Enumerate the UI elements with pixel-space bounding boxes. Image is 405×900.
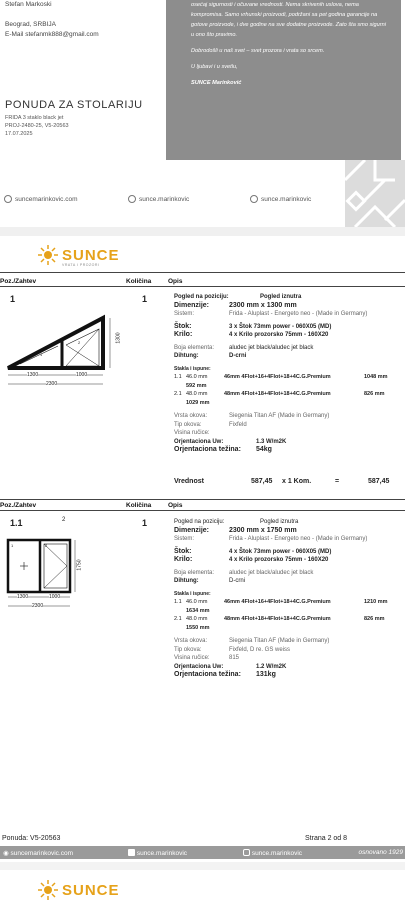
pattern-graphic [345,160,405,227]
glass-row [174,390,402,399]
cover-instagram-text: sunce.marinkovic [261,195,312,203]
spec-value: 4 x Krilo prozorsko 75mm - 160X20 [229,557,329,563]
glass-idx: 2.1 [174,616,182,622]
glass-heading: Stakla i ispune: [174,590,211,597]
glass-row [174,373,402,382]
spec-label: Orjentaciona težina: [174,671,241,678]
spec-label: Visina ručice: [174,430,210,436]
glass-dim2: 1550 mm [186,624,210,631]
spec-value: D-crni [229,578,245,584]
column-pos: Poz./Zahtev [0,278,37,285]
footer-instagram-link[interactable] [243,849,302,857]
spec-value: aludec jet black/aludec jet black [229,569,314,576]
dim-width-2: 1000 [76,372,88,378]
spec-value: 131kg [256,671,276,678]
spec-label: Dihtung: [174,578,199,584]
footer-instagram-text: sunce.marinkovic [251,849,303,857]
glass-spec: 48mm 4Flot+18+4Flot+18+4C.G.Premium [224,391,331,397]
footer-facebook-link[interactable] [128,849,187,857]
spec-value: 2300 mm x 1750 mm [229,526,297,534]
glass-size: 48.0 mm [186,391,208,397]
glass-size: 48.0 mm [186,616,208,622]
spec-label: Boja elementa: [174,569,215,576]
spec-label: Orjentaciona Uw: [174,663,224,670]
dim-width-total: 2300 [32,603,44,609]
footer-page: Strana 2 od 8 [305,835,348,842]
spec-label: Sistem: [174,536,195,542]
position-spec [174,518,402,680]
spec-value: Frida - Aluplast - Energeto neo - (Made in Germany) [229,536,368,542]
document-title: PONUDA ZA STOLARIJU [5,99,143,111]
sash-label: 1 [11,543,14,548]
instagram-icon [243,849,250,856]
glass-dim: 826 mm [364,616,385,622]
spec-value: Fixfeld [229,421,247,428]
position-quantity: 1 [142,518,148,528]
spec-value: 4 x Krilo prozorsko 75mm - 160X20 [229,332,329,338]
window-drawing-triangle [0,308,125,393]
dim-width-1: 1300 [17,594,29,600]
footer-offer: Ponuda: V5-20563 [2,835,61,842]
spec-label: Vrsta okova: [174,413,208,419]
sun-icon [38,245,58,265]
spec-label: Štok: [174,322,192,330]
position-subnumber: 2 [62,517,66,523]
spec-value: Siegenia Titan AF (Made in Germany) [229,413,330,419]
dim-height: 1300 [115,332,122,344]
glass-row-extra [174,399,402,408]
spec-value: 4 x Štok 73mm power - 060X05 (MD) [229,548,332,555]
glass-dim2: 1634 mm [186,607,210,614]
client-block [5,0,165,40]
column-line [0,510,405,511]
intro-welcome: Dobrodošli u naš svet – svet prozora i vrata so srcem. [191,48,325,54]
spec-value: 3 x Štok 73mm power - 060X05 (MD) [229,323,332,330]
dim-height: 1750 [76,559,83,571]
glass-size: 46.0 mm [186,374,208,380]
sun-icon [38,880,58,900]
position-number: 1 [10,294,16,304]
spec-label: Štok: [174,547,192,555]
header-line [0,272,405,273]
cover-web-link[interactable] [4,195,78,203]
footer-since: osnovano 1929 [358,849,403,856]
spec-label: Boja elementa: [174,344,215,351]
sash-label: 2 [78,340,81,345]
document-date: 17.07.2025 [5,131,33,137]
spec-value: Frida - Aluplast - Energeto neo - (Made in Germany) [229,311,368,317]
spec-value: 54kg [256,446,272,453]
cover-web-text: suncemarinkovic.com [15,195,78,203]
client-name: Stefan Markoski [5,1,52,8]
cover-facebook-text: sunce.marinkovic [139,195,190,203]
glass-dim: 1210 mm [364,599,388,605]
spec-value: Fixfeld, D re. GS weiss [229,646,291,653]
glass-row-extra [174,382,402,391]
spec-value: 2300 mm x 1300 mm [229,301,297,309]
position-number: 1.1 [10,518,23,528]
spec-label: Krilo: [174,331,193,338]
dim-width-total: 2300 [46,381,58,387]
facebook-icon [128,195,136,203]
spec-label: Pogled na poziciju: [174,294,229,300]
document-model: FRIDA 3 staklo black jet [5,115,64,121]
footer-facebook-text: sunce.marinkovic [136,849,188,857]
spec-value: 1.3 W/m2K [256,438,287,445]
intro-signature: SUNCE Marinković [191,80,242,86]
intro-greeting: U ljubavi i u svetlu, [191,64,238,70]
sunce-logo-next-page [38,880,120,900]
footer-web-link[interactable] [3,849,73,857]
globe-icon: ◉ [3,849,9,857]
cover-facebook-link[interactable] [128,195,189,203]
spec-label: Pogled na poziciju: [174,519,225,525]
glass-row [174,598,402,607]
dim-width-2: 1000 [49,594,61,600]
spec-label: Tip okova: [174,646,202,653]
intro-panel [166,0,401,160]
logo-name: SUNCE [62,246,120,264]
glass-dim2: 592 mm [186,382,207,389]
spec-label: Krilo: [174,556,193,563]
intro-paragraph: osećaj sigurnosti i očuvane vrednosti. Nema skrivenih uslova, nema kompromisa. Samo vrhunski proizvodi, podržani sa pet godina garancije na gotove proizvode, i dve godine na sve dodatne proizvode. Zato šta smo sigurni u ono što pravimo. [191,2,386,38]
glass-row-extra [174,607,402,616]
glass-row [174,615,402,624]
cover-instagram-link[interactable] [250,195,311,203]
instagram-icon [250,195,258,203]
glass-idx: 1.1 [174,599,182,605]
decorative-pattern [345,160,405,227]
spec-value: Siegenia Titan AF (Made in Germany) [229,638,330,644]
price-unit: 587,45 [251,478,273,485]
glass-spec: 48mm 4Flot+18+4Flot+18+4C.G.Premium [224,616,331,622]
spec-label: Sistem: [174,311,195,317]
page-separator [0,227,405,236]
spec-label: Tip okova: [174,421,202,428]
glass-row-extra [174,624,402,633]
glass-spec: 46mm 4Flot+16+4Flot+18+4C.G.Premium [224,599,331,605]
spec-value: aludec jet black/aludec jet black [229,344,314,351]
column-line [0,286,405,287]
spec-value: 1.2 W/m2K [256,663,287,670]
glass-idx: 2.1 [174,391,182,397]
client-email: E-Mail stefanmk888@gmail.com [5,31,99,38]
spec-value: D-crni [229,353,247,359]
column-desc: Opis [168,278,183,285]
position-spec [174,293,402,455]
column-qty: Količina [126,502,152,509]
spec-label: Orjentaciona težina: [174,446,241,453]
document-meta [5,114,69,138]
spec-label: Vrsta okova: [174,638,208,644]
spec-label: Dimenzije: [174,301,210,309]
spec-value: 815 [229,655,240,661]
column-pos: Poz./Zahtev [0,502,37,509]
position-quantity: 1 [142,294,148,304]
glass-idx: 1.1 [174,374,182,380]
glass-spec: 46mm 4Flot+16+4Flot+18+4C.G.Premium [224,374,331,380]
spec-value: Pogled iznutra [260,294,302,300]
footer-web-text: suncemarinkovic.com [10,849,73,857]
price-equals: = [335,478,340,485]
client-city: Beograd, SRBIJA [5,21,56,28]
price-label: Vrednost [174,478,204,485]
column-desc: Opis [168,502,183,509]
spec-label: Visina ručice: [174,655,210,661]
dim-width-1: 1300 [27,372,39,378]
glass-heading: Stakla i ispune: [174,365,211,372]
glass-size: 46.0 mm [186,599,208,605]
logo-tagline: VRATA I PROZORI [62,263,100,267]
logo-name: SUNCE [62,881,120,899]
glass-dim2: 1029 mm [186,399,210,406]
page-separator [0,862,405,870]
glass-dim: 826 mm [364,391,385,397]
globe-icon [4,195,12,203]
document-project: PROJ-2480-25, V5-20563 [5,123,69,129]
spec-value: Pogled iznutra [260,519,299,525]
sash-label: 2 [45,543,48,548]
spec-label: Dimenzije: [174,526,210,534]
facebook-icon [128,849,135,856]
column-qty: Količina [126,278,152,285]
sash-label: 1 [40,352,43,357]
spec-label: Orjentaciona Uw: [174,438,224,445]
price-qty: x 1 Kom. [282,478,312,485]
column-line [0,499,405,500]
footer-bar [0,846,405,859]
sunce-logo [38,245,120,265]
spec-label: Dihtung: [174,353,199,359]
price-total: 587,45 [368,478,390,485]
glass-dim: 1048 mm [364,374,388,380]
